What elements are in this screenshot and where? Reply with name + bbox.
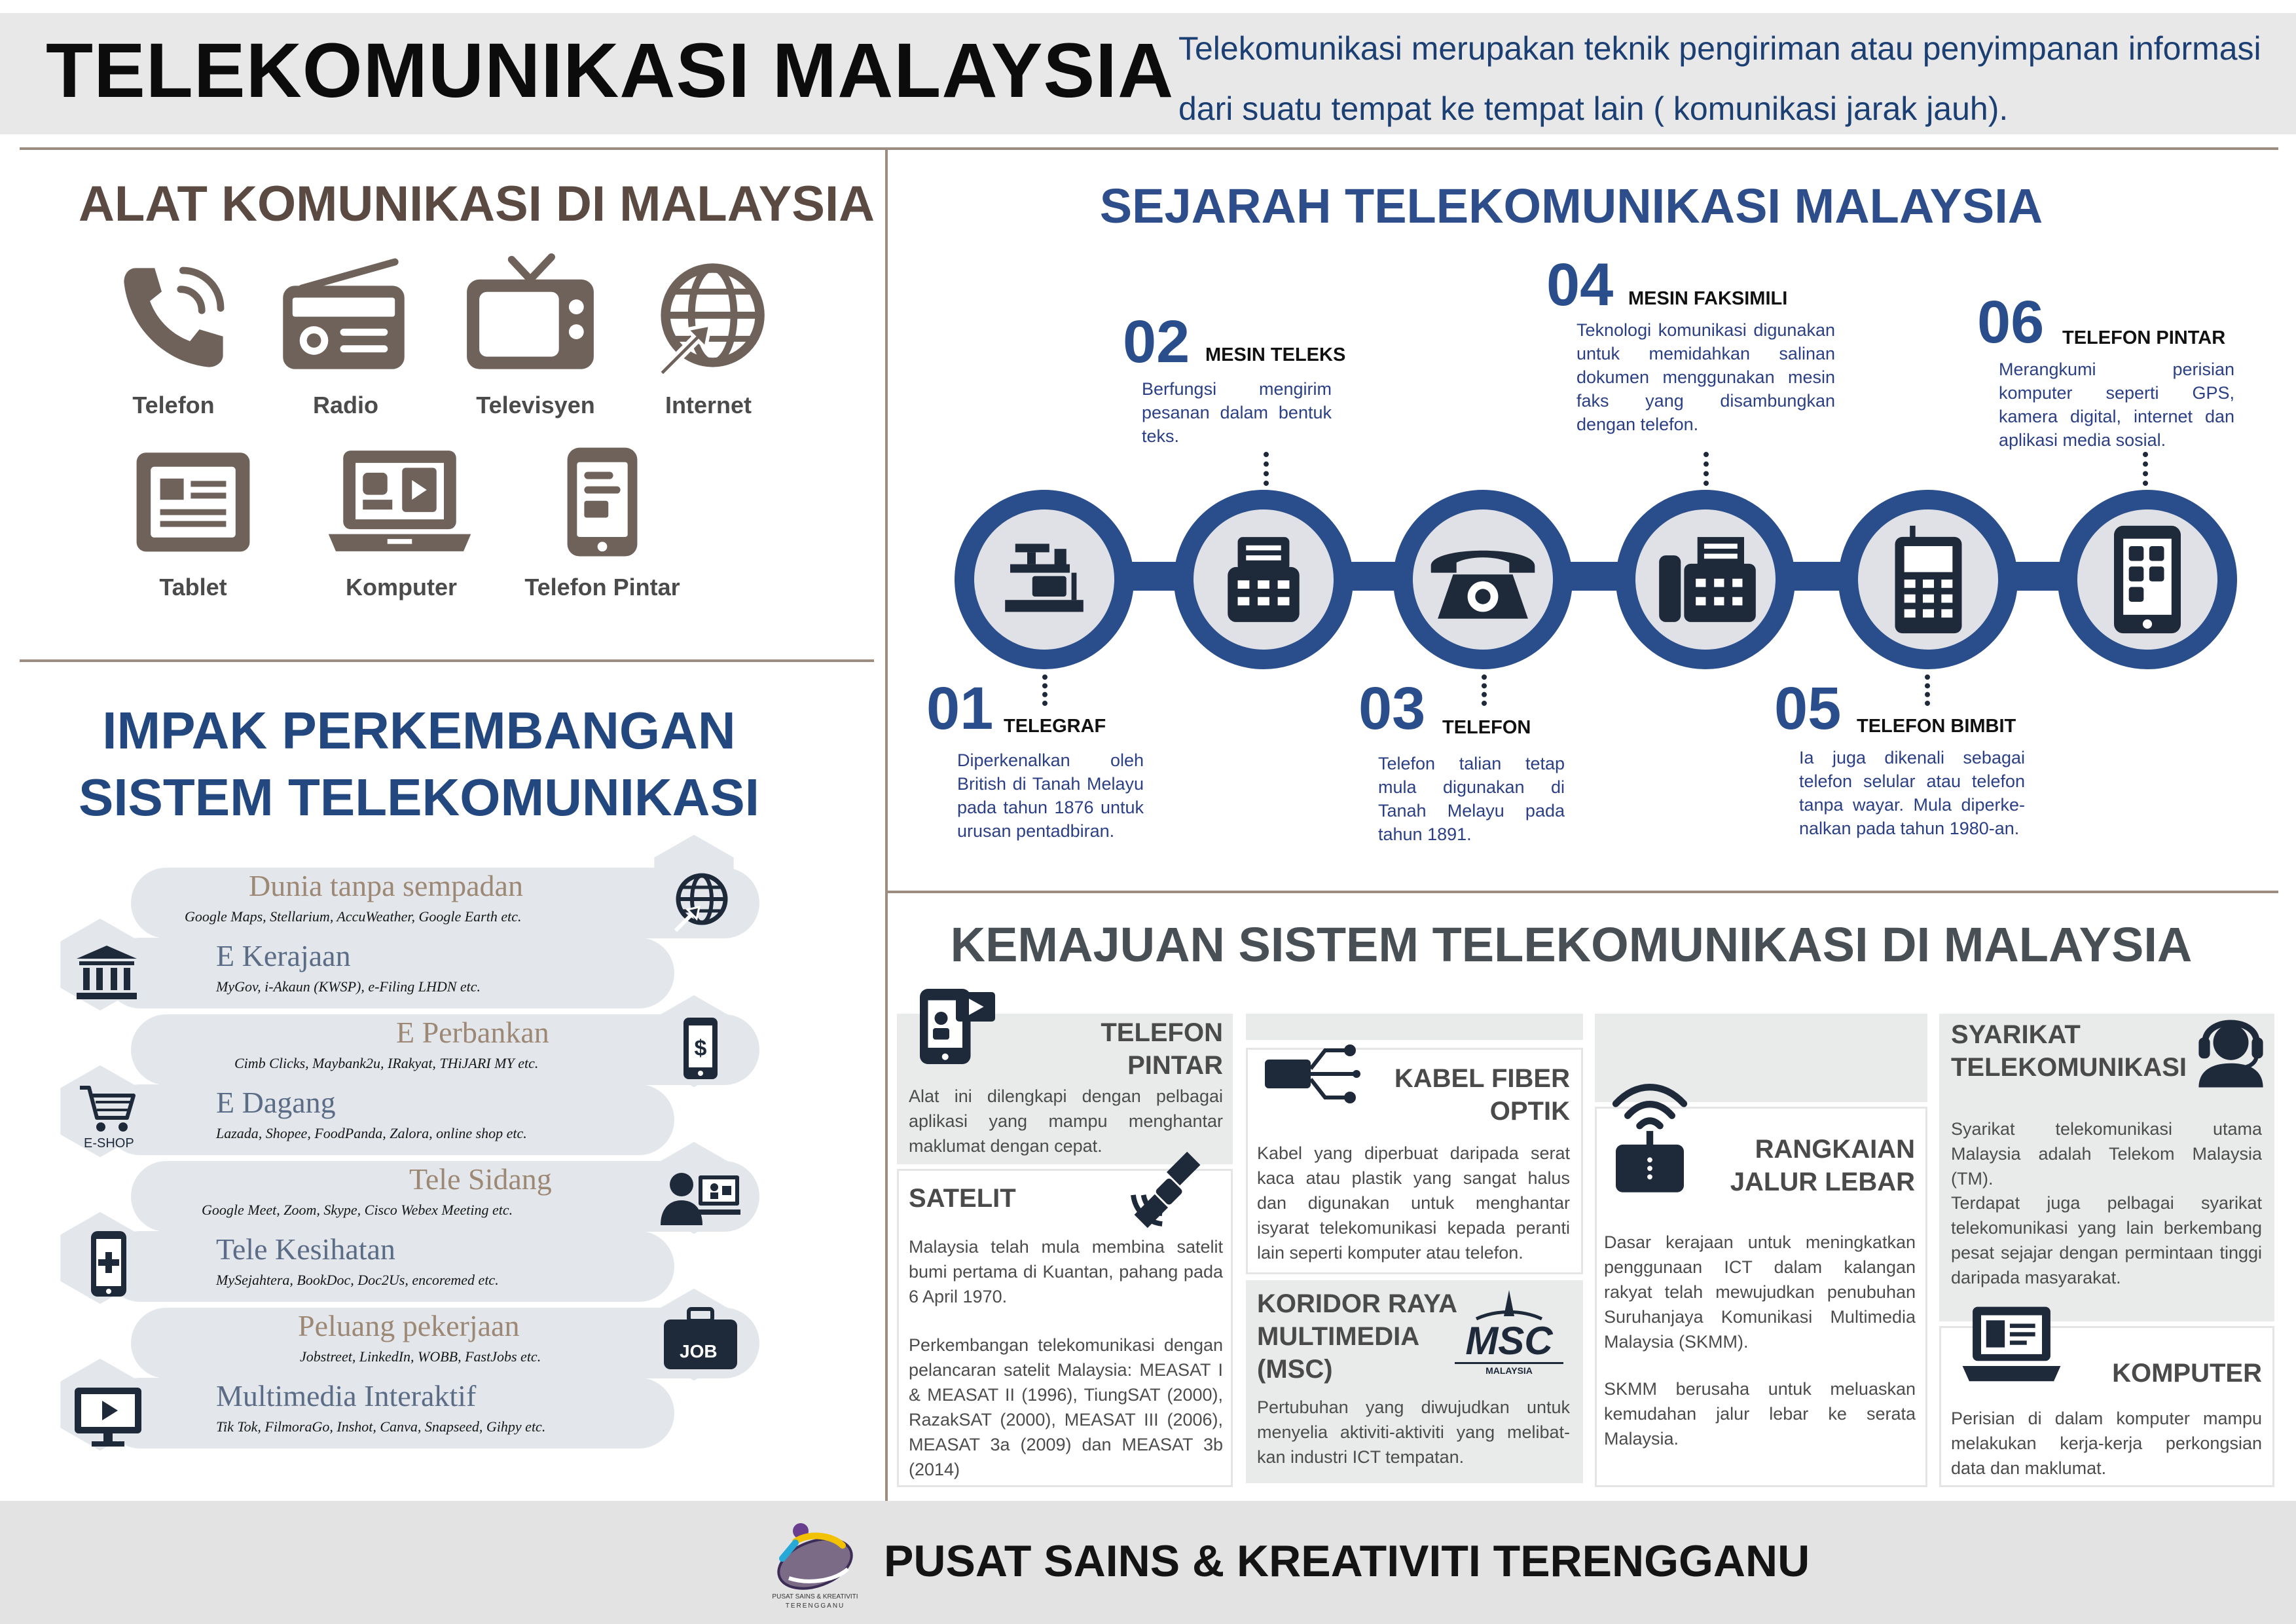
- government-building-icon: [74, 943, 139, 1002]
- phone-icon: [115, 259, 232, 377]
- fax-machine-icon: [1655, 534, 1760, 625]
- radio-icon: [278, 252, 409, 370]
- sejarah-section-title: SEJARAH TELEKOMUNIKASI MALAYSIA: [1099, 179, 2043, 233]
- timeline-name-05: TELEFON BIMBIT: [1857, 716, 2016, 737]
- alat-label-tablet: Tablet: [159, 574, 227, 600]
- timeline-name-06: TELEFON PINTAR: [2062, 327, 2226, 348]
- mobile-phone-icon: [1891, 524, 1966, 635]
- card-title-satelit: SATELIT: [909, 1184, 1016, 1213]
- timeline-name-01: TELEGRAF: [1004, 716, 1106, 737]
- smartphone-icon: [2111, 524, 2183, 635]
- logo-caption: PUSAT SAINS & KREATIVITI: [772, 1593, 858, 1600]
- connector-01: [1042, 674, 1053, 706]
- impak-sub-dunia: Google Maps, Stellarium, AccuWeather, Google Earth etc.: [185, 908, 522, 925]
- job-icon-label: JOB: [680, 1341, 718, 1361]
- computer-icon: [326, 445, 473, 563]
- impak-title-multimedia: Multimedia Interaktif: [216, 1379, 477, 1412]
- header-divider: [20, 147, 2278, 150]
- impak-title-kesihatan: Tele Kesihatan: [216, 1232, 395, 1266]
- timeline-num-05: 05: [1774, 675, 1842, 742]
- monitor-play-icon: [72, 1385, 144, 1450]
- smartphone-icon: [560, 445, 645, 563]
- timeline-desc-02: Berfungsi mengirim pesanan dalam bentuk teks.: [1142, 379, 1332, 446]
- alat-label-komputer: Komputer: [346, 574, 457, 600]
- eshop-label: E-SHOP: [84, 1136, 134, 1151]
- timeline-name-02: MESIN TELEKS: [1205, 344, 1346, 365]
- card-text-jalur-2: SKMM berusaha untuk meluaskan kemudahan jalur lebar ke serata Malaysia.: [1604, 1379, 1916, 1449]
- timeline-desc-04: Teknologi komunikasi digunakan untuk memidahkan salinan dokumen menggunakan mesin faks yang disambungkan dengan telefon.: [1576, 320, 1835, 434]
- card-text-syarikat-1: Syarikat telekomunikasi utama Malaysia adalah Telekom Malaysia (TM).: [1951, 1119, 2262, 1189]
- card-text-kabel: Kabel yang diperbuat daripada serat kaca atau plastik yang sangat halus dan digunakan untuk menghantar isyarat telekomunikasi kepada peranti lain seperti komputer atau telefon.: [1257, 1143, 1570, 1263]
- impak-sub-kesihatan: MySejahtera, BookDoc, Doc2Us, encoremed etc.: [216, 1272, 499, 1288]
- impak-section-title: IMPAK PERKEMBANGAN SISTEM TELEKOMUNIKASI: [78, 701, 760, 826]
- timeline-band: [982, 562, 2213, 591]
- pusat-sains-logo-icon: [769, 1513, 861, 1598]
- timeline-name-03: TELEFON: [1442, 717, 1531, 738]
- television-icon: [462, 252, 599, 370]
- footer-organization: PUSAT SAINS & KREATIVITI TERENGGANU: [884, 1536, 1810, 1586]
- svg-text:$: $: [694, 1036, 707, 1061]
- header-description: Telekomunikasi merupakan teknik pengiriman atau penyimpanan informasi dari suatu tempat ke tempat lain ( komunikasi jarak jauh).: [1178, 30, 2261, 127]
- card-text-syarikat-2: Terdapat juga pelbagai syarikat telekomunikasi yang lain berkembang pesat sejajar dengan permintaan tinggi daripada masyarakat.: [1951, 1193, 2262, 1287]
- msc-logo-sub: MALAYSIA: [1455, 1362, 1563, 1376]
- fiber-optic-icon: [1262, 1040, 1360, 1105]
- impak-sub-kerajaan: MyGov, i-Akaun (KWSP), e-Filing LHDN etc.: [216, 978, 481, 995]
- alat-section-title: ALAT KOMUNIKASI DI MALAYSIA: [79, 176, 875, 232]
- card-title-telefon-pintar: TELEFON PINTAR: [1101, 1018, 1223, 1080]
- smartphone-video-icon: [917, 986, 998, 1067]
- headset-operator-icon: [2190, 1001, 2272, 1089]
- right-divider: [888, 891, 2278, 893]
- connector-04: [1704, 452, 1714, 486]
- card-text-satelit-2: Perkembangan telekomunikasi dengan pelancaran satelit Malaysia: MEASAT I & MEASAT II (1996), TiungSAT (2000), RazakSAT (2000), MEASAT III (2006), MEASAT 3a (2009) dan MEASAT 3b (2014): [909, 1335, 1223, 1479]
- left-divider: [20, 659, 874, 662]
- impak-item-dagang: [105, 1084, 674, 1155]
- job-briefcase-icon: [661, 1306, 740, 1372]
- impak-title-dunia: Dunia tanpa sempadan: [249, 869, 523, 902]
- health-phone-icon: [88, 1230, 129, 1299]
- video-conference-icon: [658, 1169, 743, 1228]
- card-text-telefon-pintar: Alat ini dilengkapi dengan pelbagai aplikasi yang mampu menghantar maklumat dengan cepat.: [909, 1086, 1223, 1156]
- card-text-satelit-1: Malaysia telah mula membina satelit bumi pertama di Kuantan, pahang pada 6 April 1970.: [909, 1237, 1223, 1306]
- card-text-komputer: Perisian di dalam komputer mampu melakukan kerja-kerja perkongsian data dan maklumat.: [1951, 1409, 2262, 1478]
- timeline-desc-05: Ia juga dikenali sebagai telefon selular atau telefon tanpa wayar. Mula diperke-nalkan pada tahun 1980-an.: [1799, 748, 2025, 838]
- impak-title-pekerjaan: Peluang pekerjaan: [298, 1309, 520, 1342]
- telex-machine-icon: [1224, 534, 1303, 625]
- vertical-divider: [885, 150, 888, 1501]
- card-text-msc: Pertubuhan yang diwujudkan untuk menyelia aktiviti-aktiviti yang melibat-kan industri ICT tempatan.: [1257, 1397, 1570, 1467]
- timeline-name-04: MESIN FAKSIMILI: [1628, 288, 1788, 309]
- impak-item-kerajaan: [105, 938, 674, 1008]
- timeline-num-06: 06: [1977, 289, 2045, 356]
- timeline-num-01: 01: [926, 675, 994, 742]
- card-text-jalur-1: Dasar kerajaan untuk meningkatkan penggunaan ICT dalam kalangan rakyat telah mewujudkan penubuhan Suruhanjaya Komunikasi Multimedia Malaysia (SKMM).: [1604, 1232, 1916, 1352]
- impak-sub-perbankan: Cimb Clicks, Maybank2u, IRakyat, THiJARI MY etc.: [234, 1055, 539, 1071]
- alat-label-internet: Internet: [665, 392, 752, 418]
- card-title-komputer: KOMPUTER: [2112, 1359, 2262, 1388]
- card-title-jalur: RANGKAIAN JALUR LEBAR: [1730, 1135, 1915, 1196]
- page-title: TELEKOMUNIKASI MALAYSIA: [46, 28, 1175, 114]
- connector-05: [1925, 674, 1935, 706]
- impak-title-dagang: E Dagang: [216, 1086, 336, 1119]
- satellite-icon: [1125, 1147, 1210, 1232]
- timeline-num-04: 04: [1546, 251, 1614, 318]
- alat-label-telefon-pintar: Telefon Pintar: [524, 574, 680, 600]
- timeline-desc-03: Telefon talian tetap mula digunakan di Tanah Melayu pada tahun 1891.: [1378, 754, 1565, 844]
- alat-label-telefon: Telefon: [132, 392, 215, 418]
- shopping-cart-icon: [77, 1084, 137, 1136]
- connector-02: [1264, 452, 1274, 486]
- card-title-syarikat: SYARIKAT TELEKOMUNIKASI: [1951, 1020, 2187, 1082]
- wifi-router-icon: [1607, 1077, 1692, 1198]
- globe-icon: [665, 868, 737, 933]
- globe-icon: [651, 259, 769, 377]
- timeline-num-03: 03: [1358, 675, 1426, 742]
- kemajuan-section-title: KEMAJUAN SISTEM TELEKOMUNIKASI DI MALAYSIA: [950, 917, 2193, 972]
- tablet-icon: [134, 445, 252, 563]
- timeline-num-02: 02: [1123, 308, 1190, 375]
- logo-caption-sub: TERENGGANU: [785, 1602, 845, 1610]
- card-band-kabel: [1246, 1014, 1583, 1040]
- impak-sub-sidang: Google Meet, Zoom, Skype, Cisco Webex Meeting etc.: [202, 1202, 513, 1218]
- timeline-desc-06: Merangkumi perisian komputer seperti GPS, kamera digital, internet dan aplikasi media sosial.: [1999, 360, 2234, 450]
- connector-06: [2143, 452, 2153, 486]
- rotary-phone-icon: [1427, 537, 1539, 622]
- card-title-msc: KORIDOR RAYA MULTIMEDIA (MSC): [1257, 1289, 1457, 1384]
- impak-title-perbankan: E Perbankan: [396, 1016, 549, 1049]
- telegraph-icon: [1002, 537, 1087, 622]
- alat-label-televisyen: Televisyen: [476, 392, 595, 418]
- impak-sub-multimedia: Tik Tok, FilmoraGo, Inshot, Canva, Snapseed, Gihpy etc.: [216, 1418, 546, 1435]
- impak-title-sidang: Tele Sidang: [409, 1162, 552, 1196]
- impak-title-kerajaan: E Kerajaan: [216, 939, 351, 972]
- mobile-banking-icon: [681, 1016, 720, 1082]
- impak-sub-pekerjaan: Jobstreet, LinkedIn, WOBB, FastJobs etc.: [300, 1348, 541, 1365]
- msc-logo-text: MSC: [1465, 1319, 1553, 1363]
- alat-label-radio: Radio: [312, 392, 378, 418]
- laptop-icon: [1961, 1303, 2062, 1388]
- timeline-desc-01: Diperkenalkan oleh British di Tanah Melayu pada tahun 1876 untuk urusan pentadbiran.: [957, 750, 1144, 841]
- impak-sub-dagang: Lazada, Shopee, FoodPanda, Zalora, online shop etc.: [216, 1125, 527, 1141]
- connector-03: [1482, 674, 1492, 706]
- card-title-kabel: KABEL FIBER OPTIK: [1394, 1064, 1570, 1126]
